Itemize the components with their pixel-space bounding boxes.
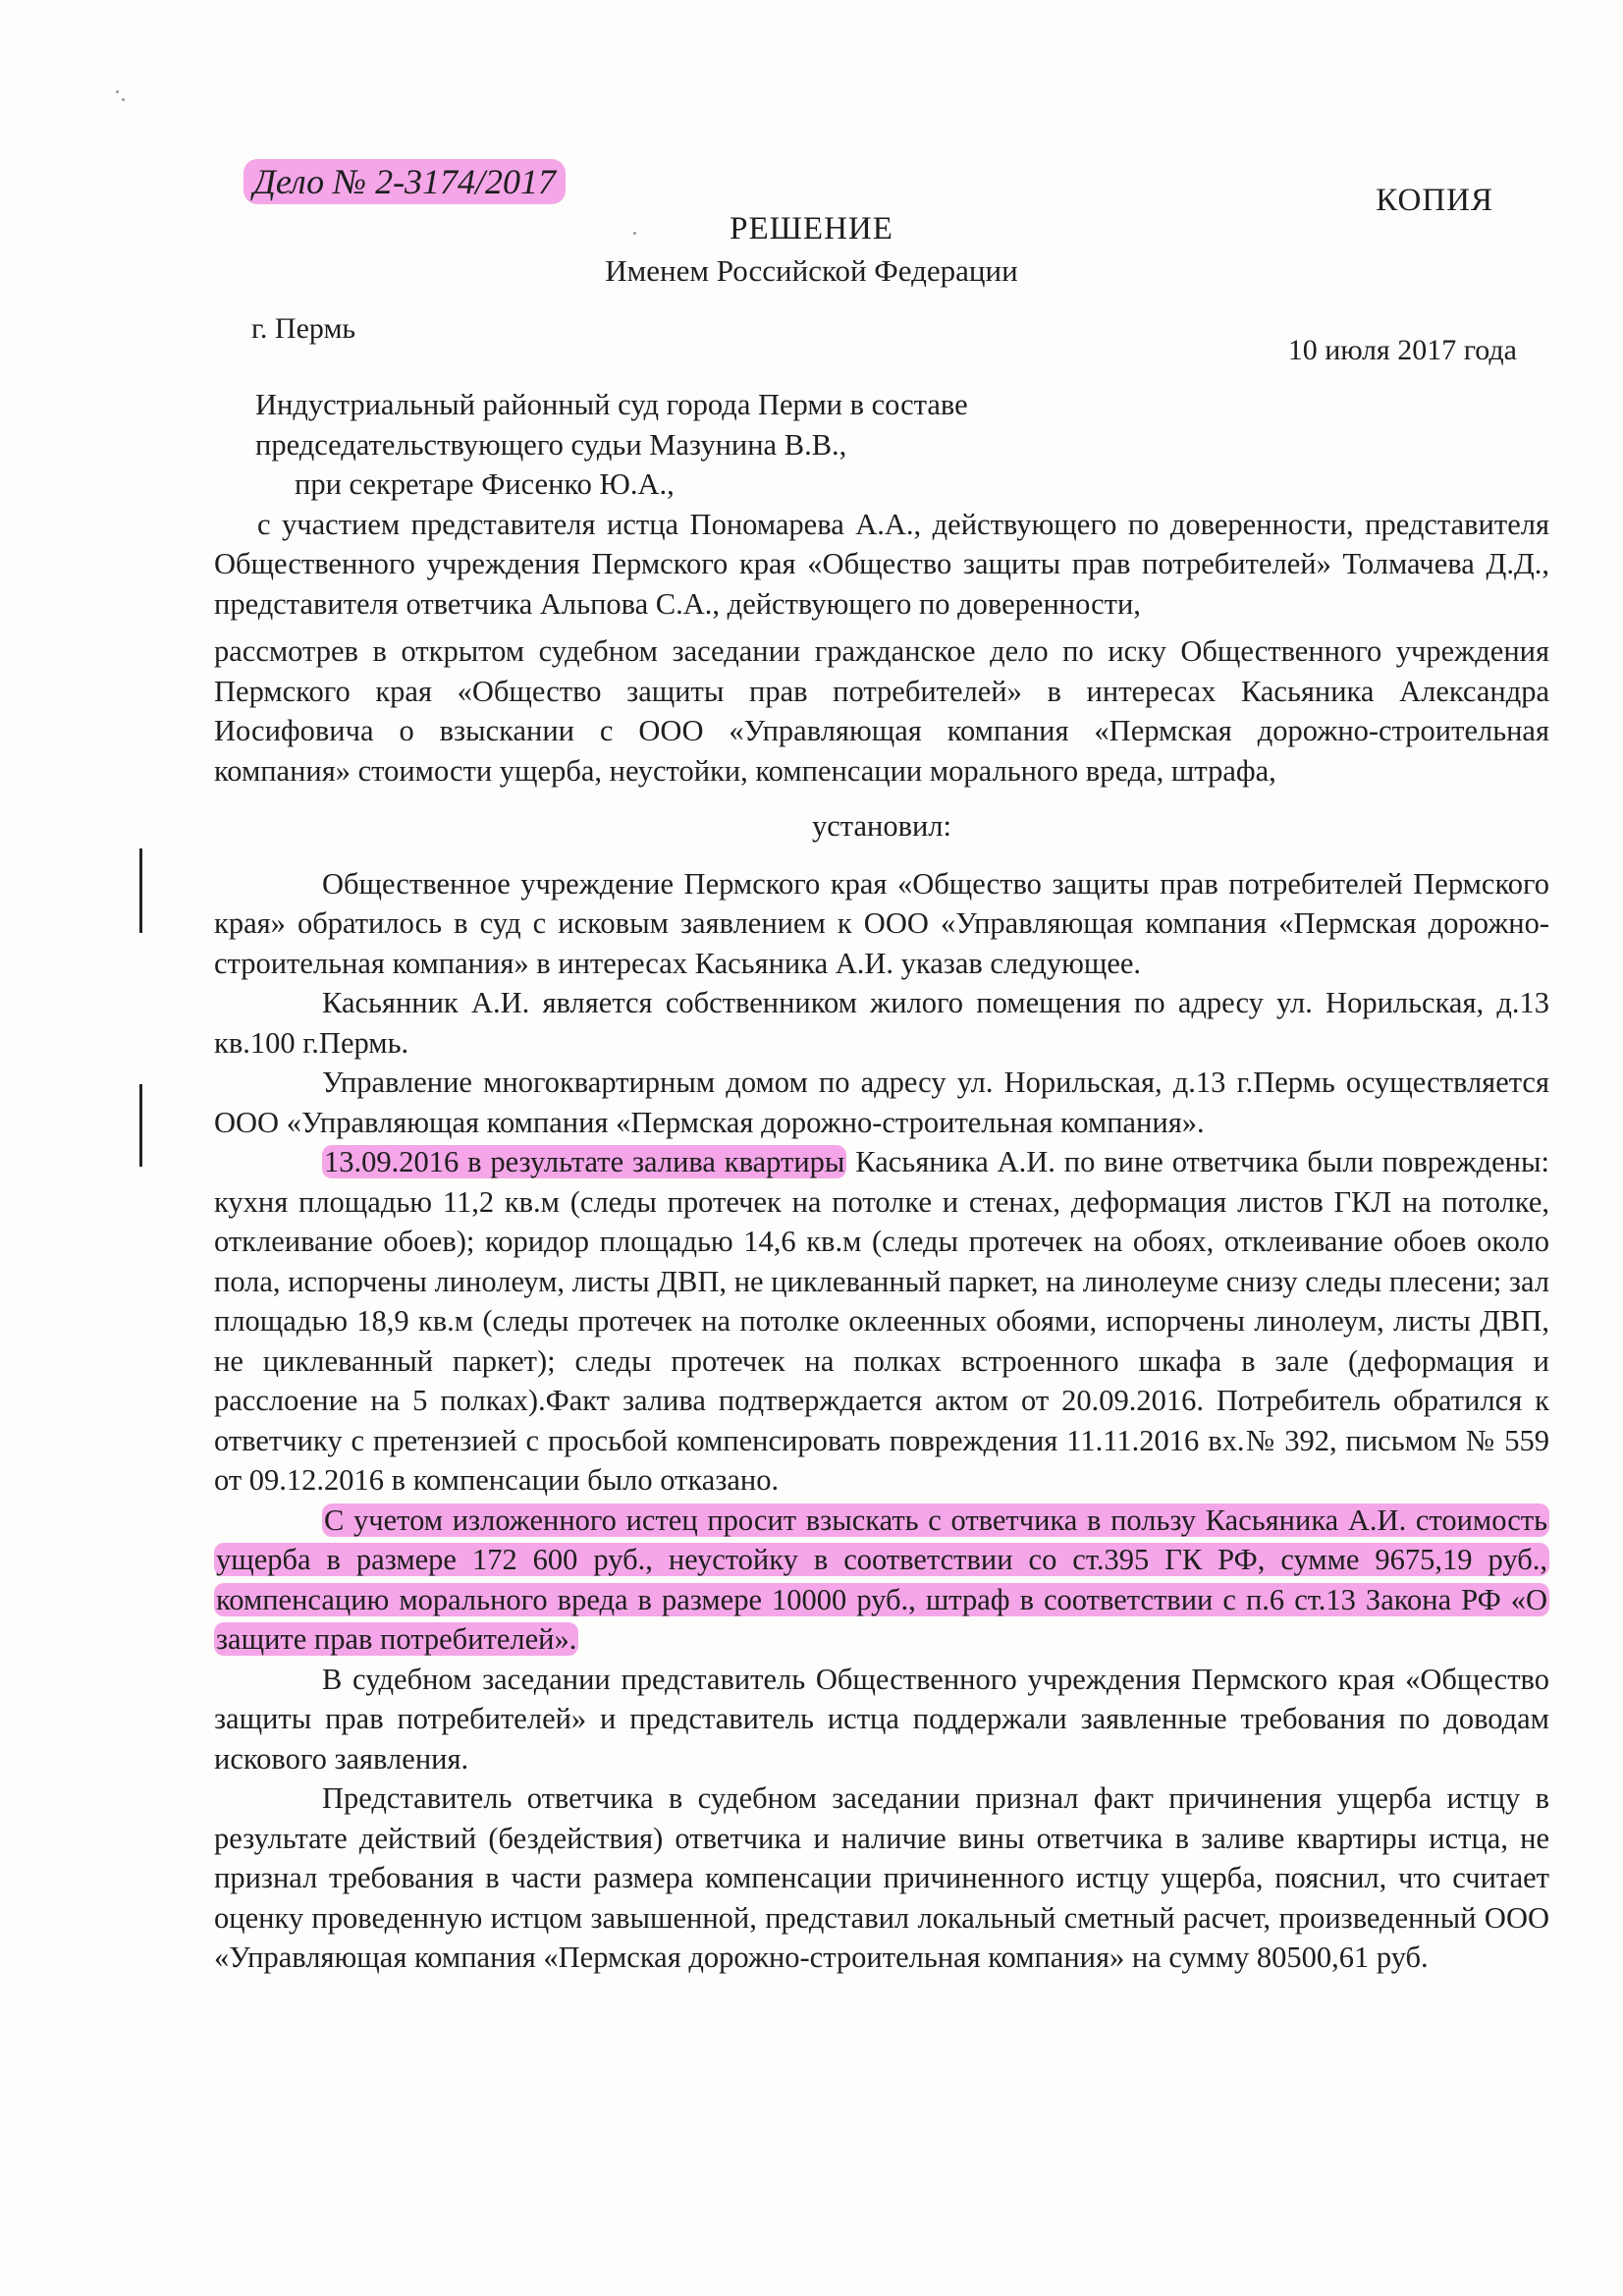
document-body	[214, 385, 1549, 1978]
considered-paragraph: рассмотрев в открытом судебном заседании гражданское дело по иску Общественного учреждения Пермского края «Общество защиты прав потребителей» в интересах Касьяника Александра Иосифовича о взыскании с ООО «Управляющая компания «Пермская дорожно-строительная компания» стоимости ущерба, неустойки, компенсации морального вреда, штрафа,	[214, 634, 1549, 788]
paragraph-owner: Касьянник А.И. является собственником жилого помещения по адресу ул. Норильская, д.13 кв.100 г.Пермь.	[214, 986, 1549, 1060]
scan-speck	[116, 90, 119, 93]
decision-date: 10 июля 2017 года	[1287, 334, 1517, 366]
paragraph-flood-text: Касьяника А.И. по вине ответчика были повреждены: кухня площадью 11,2 кв.м (следы протечек на потолке и стенах, деформация листов ГКЛ на потолке, отклеивание обоев); коридор площадью 14,6 кв.м (следы протечек на обоях, отклеивание обоев около пола, испорчены линолеум, листы ДВП, не циклеванный паркет, на линолеуме снизу следы плесени; зал площадью 18,9 кв.м (следы протечек на потолке оклеенных обоями, испорчены линолеум, листы ДВП, не циклеванный паркет); следы протечек на полках встроенного шкафа в зале (деформация и расслоение на 5 полках).Факт залива подтверждается актом от 20.09.2016. Потребитель обратился к ответчику с претензией с просьбой компенсировать повреждения 11.11.2016 вх.№ 392, письмом № 559 от 09.12.2016 в компенсации было отказано.	[214, 1145, 1549, 1497]
copy-stamp: КОПИЯ	[1376, 183, 1493, 218]
scan-speck	[122, 98, 125, 101]
document-subtitle: Именем Российской Федерации	[605, 253, 1018, 288]
margin-mark	[139, 1084, 142, 1167]
paragraph-claim: Общественное учреждение Пермского края «Общество защиты прав потребителей Пермского края» обратилось в суд с исковым заявлением к ООО «Управляющая компания «Пермская дорожно-строительная компания» в интересах Касьяника А.И. указав следующее.	[214, 866, 1549, 980]
highlight-flood-date: 13.09.2016 в результате залива квартиры	[324, 1145, 845, 1178]
highlight-demands: С учетом изложенного истец просит взыскать с ответчика в пользу Касьяника А.И. стоимость ущерба в размере 172 600 руб., неустойку в соответствии со ст.395 ГК РФ, сумме 9675,19 руб., компенсацию морального вреда в размере 10000 руб., штраф в соответствии с п.6 ст.13 Закона РФ «О защите прав потребителей».	[216, 1503, 1547, 1656]
judge-line: председательствующего судьи Мазунина В.В.,	[255, 427, 847, 462]
paragraph-defendant: Представитель ответчика в судебном заседании признал факт причинения ущерба истцу в результате действий (бездействия) ответчика и наличие вины ответчика в заливе квартиры истца, не признал требования в части размера компенсации причиненного истцу ущерба, пояснил, что считает оценку проведенную истцом завышенной, представил локальный сметный расчет, произведенный ООО «Управляющая компания «Пермская дорожно-строительная компания» на сумму 80500,61 руб.	[214, 1781, 1549, 1974]
document-title: РЕШЕНИЕ	[730, 211, 893, 246]
court-line: Индустриальный районный суд города Перми в составе	[255, 388, 968, 421]
paragraph-management: Управление многоквартирным домом по адресу ул. Норильская, д.13 г.Пермь осуществляется ООО «Управляющая компания «Пермская дорожно-строительная компания».	[214, 1066, 1549, 1139]
paragraph-demands	[214, 1501, 1549, 1660]
city: г. Пермь	[251, 312, 356, 345]
case-number: Дело № 2-3174/2017	[243, 159, 566, 204]
margin-mark	[139, 848, 142, 933]
secretary-line: при секретаре Фисенко Ю.А.,	[295, 467, 675, 501]
paragraph-hearing: В судебном заседании представитель Общественного учреждения Пермского края «Общество защиты прав потребителей» и представитель истца поддержали заявленные требования по доводам искового заявления.	[214, 1662, 1549, 1776]
paragraph-flood	[214, 1142, 1549, 1501]
established-heading: установил:	[811, 809, 951, 843]
participants-paragraph: с участием представителя истца Пономарева А.А., действующего по доверенности, представителя Общественного учреждения Пермского края «Общество защиты прав потребителей» Толмачева Д.Д., представителя ответчика Альпова С.А., действующего по доверенности,	[214, 507, 1549, 621]
